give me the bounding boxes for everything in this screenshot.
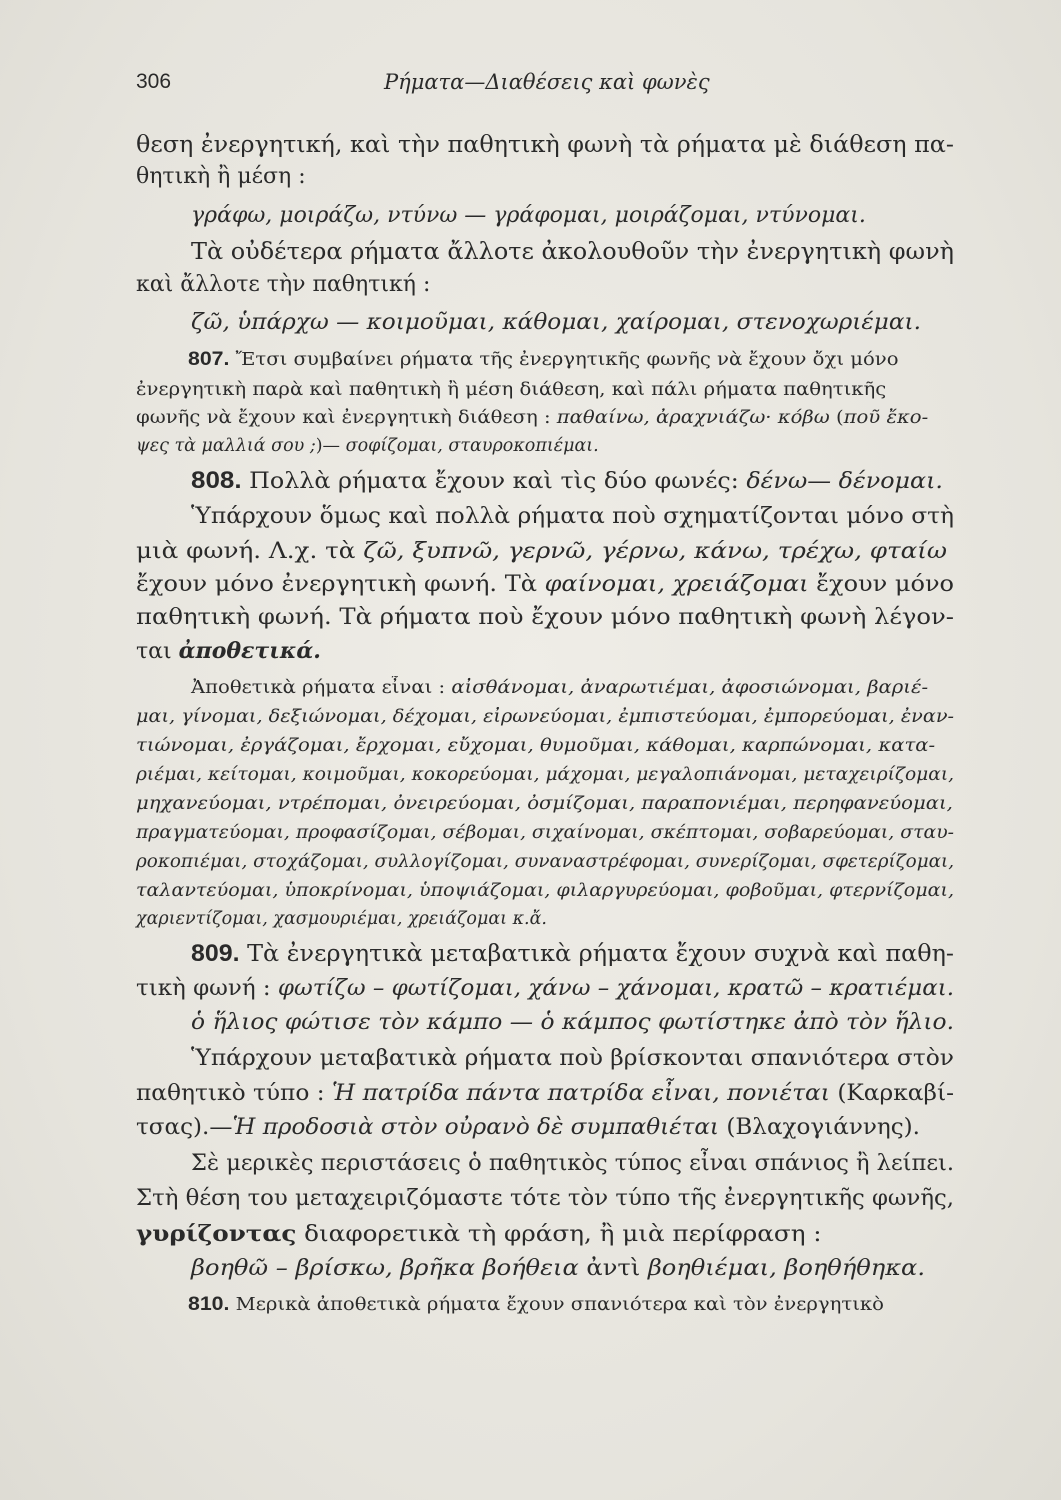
text-run: τικὴ φωνή : bbox=[136, 976, 278, 1001]
text-run: Ἔτσι συμβαίνει ρήματα τῆς ἐνεργητικῆς φωνῆς νὰ ἔχουν ὄχι μόνο bbox=[229, 350, 899, 370]
text-line bbox=[136, 876, 955, 906]
text-line bbox=[191, 1149, 955, 1179]
text-run: μιὰ φωνή. Λ.χ. τὰ bbox=[136, 539, 364, 564]
text-line bbox=[136, 974, 955, 1004]
text-run: ἀποθετικά. bbox=[178, 638, 321, 664]
page-header bbox=[136, 70, 966, 100]
text-run: ταλαντεύομαι, ὑποκρίνομαι, ὑποψιάζομαι, φιλαργυρεύομαι, φοβοῦμαι, φτερνίζομαι, bbox=[136, 881, 955, 901]
text-line bbox=[188, 1290, 884, 1320]
text-run: ται bbox=[136, 639, 179, 664]
text-run: φωτίζω – φωτίζομαι, χάνω – χάνομαι, κρατῶ – κρατιέμαι. bbox=[277, 976, 955, 1001]
text-run: ἔχουν μόνο bbox=[808, 572, 955, 597]
text-line bbox=[136, 1113, 921, 1143]
text-line bbox=[136, 636, 321, 667]
text-run: Στὴ θέση του μεταχειριζόμαστε τότε τὸν τύπο τῆς ἐνεργητικῆς φωνῆς, bbox=[136, 1186, 955, 1211]
text-line bbox=[136, 603, 954, 633]
text-run: ριέμαι, κείτομαι, κοιμοῦμαι, κοκορεύομαι, μάχομαι, μεγαλοπιάνομαι, μεταχειρίζομαι, bbox=[136, 765, 955, 785]
text-run: ἐνεργητικὴ παρὰ καὶ παθητικὴ ἢ μέση διάθεση, καὶ πάλι ρήματα παθητικῆς bbox=[136, 380, 887, 400]
text-line bbox=[191, 939, 954, 969]
text-line bbox=[136, 1184, 955, 1214]
text-run: ποῦ ἔκο- bbox=[843, 408, 929, 428]
text-line bbox=[191, 466, 944, 497]
text-line bbox=[136, 818, 954, 848]
text-run: ζῶ, ξυπνῶ, γερνῶ, γέρνω, κάνω, τρέχω, φταίω bbox=[363, 539, 948, 564]
text-run: παθαίνω, ἀραχνιάζω· κόβω bbox=[556, 408, 830, 428]
text-run: Τὰ οὐδέτερα ρήματα ἄλλοτε ἀκολουθοῦν τὴν ἐνεργητικὴ φωνὴ bbox=[191, 239, 954, 265]
text-line bbox=[191, 502, 955, 532]
text-run: Ὑπάρχουν ὅμως καὶ πολλὰ ρήματα ποὺ σχηματίζονται μόνο στὴ bbox=[191, 504, 955, 529]
text-run: βοηθῶ – βρίσκω, βρῆκα βοήθεια bbox=[191, 1256, 579, 1281]
text-run: Πολλὰ ρήματα ἔχουν καὶ τὶς δύο φωνές: bbox=[241, 469, 747, 494]
text-line bbox=[136, 847, 955, 877]
text-run: ἔχουν μόνο ἐνεργητικὴ φωνή. Τὰ bbox=[136, 572, 545, 597]
text-line bbox=[191, 1254, 926, 1284]
text-run: τιώνομαι, ἐργάζομαι, ἔρχομαι, εὔχομαι, θυμοῦμαι, κάθομαι, καρπώνομαι, κατα- bbox=[136, 736, 936, 756]
text-run: χαριεντίζομαι, χασμουριέμαι, χρειάζομαι κ.ἄ. bbox=[136, 909, 547, 929]
section-number: 807. bbox=[188, 349, 230, 370]
text-run: ὁ ἥλιος φώτισε τὸν κάμπο — ὁ κάμπος φωτίστηκε ἀπὸ τὸν ἥλιο. bbox=[191, 1010, 954, 1035]
text-run: Μερικὰ ἀποθετικὰ ρήματα ἔχουν σπανιότερα καὶ τὸν ἐνεργητικὸ bbox=[229, 1295, 884, 1315]
text-run: (Καρκαβί- bbox=[829, 1081, 954, 1106]
text-run: Τὰ ἐνεργητικὰ μεταβατικὰ ρήματα ἔχουν συχνὰ καὶ παθη- bbox=[239, 941, 954, 967]
text-run: γράφω, μοιράζω, ντύνω — γράφομαι, μοιράζομαι, ντύνομαι. bbox=[191, 203, 866, 228]
section-number: 808. bbox=[191, 467, 242, 494]
text-run: φαίνομαι, χρειάζομαι bbox=[544, 572, 809, 597]
text-run: Ἀποθετικὰ ρήματα εἶναι : bbox=[191, 678, 452, 698]
text-run: θεση ἐνεργητική, καὶ τὴν παθητικὴ φωνὴ τὰ ρήματα μὲ διάθεση πα- bbox=[136, 132, 954, 158]
text-run: Ὑπάρχουν μεταβατικὰ ρήματα ποὺ βρίσκονται σπανιότερα στὸν bbox=[191, 1046, 954, 1071]
text-run: )— bbox=[315, 436, 346, 456]
text-run: τσας).— bbox=[136, 1115, 233, 1140]
text-line bbox=[136, 570, 955, 600]
text-line bbox=[191, 201, 866, 231]
text-run: δένω— δένομαι. bbox=[746, 469, 944, 494]
text-run: πραγματεύομαι, προφασίζομαι, σέβομαι, σιχαίνομαι, σκέπτομαι, σοβαρεύομαι, σταυ- bbox=[136, 823, 954, 843]
section-number: 809. bbox=[191, 940, 240, 967]
text-line bbox=[136, 702, 955, 732]
text-run: μηχανεύομαι, ντρέπομαι, ὀνειρεύομαι, ὀσμίζομαι, παραπονιέμαι, περηφανεύομαι, bbox=[136, 794, 953, 814]
page-number: 306 bbox=[136, 70, 172, 93]
text-run: Ἡ πατρίδα πάντα πατρίδα εἶναι, πονιέται bbox=[332, 1081, 830, 1106]
running-title: Ρήματα—Διαθέσεις καὶ φωνὲς bbox=[384, 70, 710, 94]
text-run: Σὲ μερικὲς περιστάσεις ὁ παθητικὸς τύπος εἶναι σπάνιος ἢ λείπει. bbox=[191, 1151, 955, 1176]
text-run: θητικὴ ἢ μέση : bbox=[136, 164, 306, 189]
text-run: ψες τὰ μαλλιά σου ; bbox=[136, 436, 316, 456]
text-line bbox=[136, 270, 430, 300]
text-line bbox=[136, 375, 887, 405]
text-run: παθητικὸ τύπο : bbox=[136, 1081, 333, 1106]
text-run: βοηθιέμαι, βοηθήθηκα. bbox=[647, 1256, 926, 1281]
text-line bbox=[191, 673, 929, 703]
text-line bbox=[191, 237, 954, 267]
text-line bbox=[136, 403, 929, 433]
text-line bbox=[136, 537, 948, 567]
text-run: διαφορετικὰ τὴ φράση, ἢ μιὰ περίφραση : bbox=[296, 1222, 822, 1247]
text-line bbox=[136, 904, 547, 934]
text-line bbox=[136, 760, 955, 790]
text-run: παθητικὴ φωνή. Τὰ ρήματα ποὺ ἔχουν μόνο παθητικὴ φωνὴ λέγον- bbox=[136, 605, 954, 630]
text-line bbox=[191, 308, 921, 338]
text-run: σοφίζομαι, σταυροκοπιέμαι. bbox=[345, 436, 599, 456]
text-line bbox=[191, 1044, 954, 1074]
text-run: μαι, γίνομαι, δεξιώνομαι, δέχομαι, εἰρωνεύομαι, ἐμπιστεύομαι, ἐμπορεύομαι, ἐναν- bbox=[136, 707, 955, 727]
text-line bbox=[136, 789, 953, 819]
text-line bbox=[136, 431, 599, 461]
text-line bbox=[136, 162, 306, 192]
text-line bbox=[191, 1008, 954, 1038]
text-line bbox=[136, 130, 954, 160]
text-line bbox=[188, 345, 899, 375]
text-run: ζῶ, ὑπάρχω — κοιμοῦμαι, κάθομαι, χαίρομαι, στενοχωριέμαι. bbox=[191, 310, 921, 335]
text-run: καὶ ἄλλοτε τὴν παθητική : bbox=[136, 272, 431, 297]
text-run: γυρίζοντας bbox=[136, 1221, 297, 1247]
text-run: (Βλαχογιάννης). bbox=[719, 1115, 921, 1140]
text-run: φωνῆς νὰ ἔχουν καὶ ἐνεργητικὴ διάθεση : bbox=[136, 408, 557, 428]
text-line bbox=[136, 1219, 822, 1250]
text-run: ( bbox=[829, 408, 844, 428]
text-line bbox=[136, 1079, 954, 1109]
text-run: αἰσθάνομαι, ἀναρωτιέμαι, ἀφοσιώνομαι, βαριέ- bbox=[451, 678, 929, 698]
text-run: ἀντὶ bbox=[578, 1256, 648, 1281]
text-line bbox=[136, 731, 936, 761]
text-run: ροκοπιέμαι, στοχάζομαι, συλλογίζομαι, συναναστρέφομαι, συνερίζομαι, σφετερίζομαι, bbox=[136, 852, 955, 872]
section-number: 810. bbox=[188, 1294, 230, 1315]
text-run: Ἡ προδοσιὰ στὸν οὐρανὸ δὲ συμπαθιέται bbox=[232, 1115, 720, 1140]
